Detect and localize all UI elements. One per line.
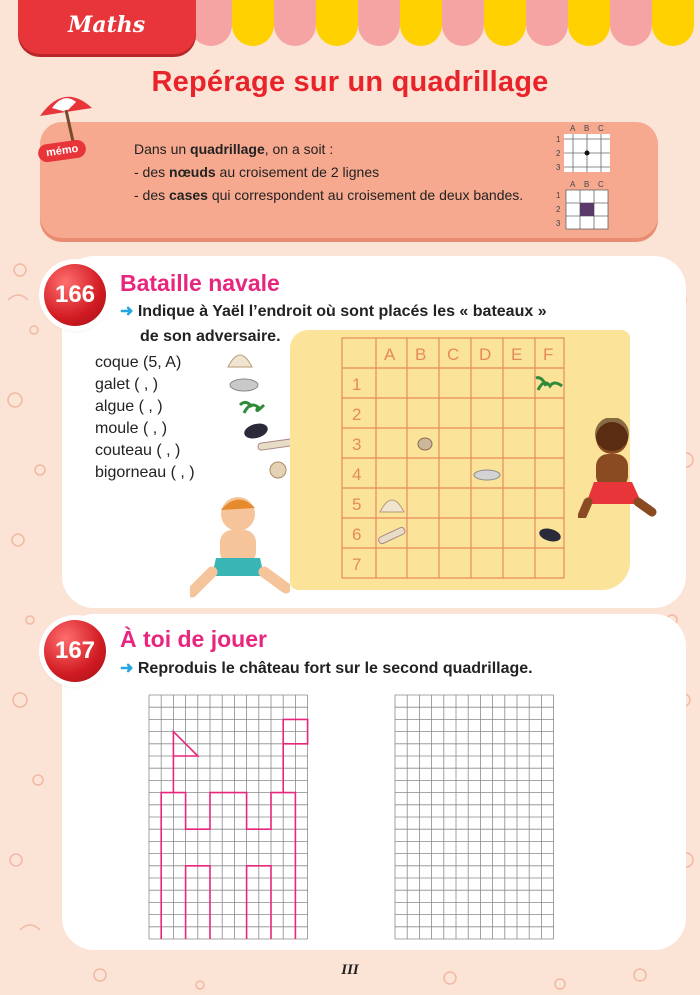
- seaweed-icon: [536, 378, 562, 390]
- mini-col-label: C: [598, 124, 604, 133]
- item-moule: moule ( , ): [95, 420, 168, 437]
- grid-row-label: 7: [352, 555, 362, 574]
- exercise-title: Bataille navale: [120, 270, 280, 296]
- mussel-icon: [538, 526, 562, 543]
- item-algue: algue ( , ): [95, 398, 163, 415]
- node-marker: [585, 151, 590, 156]
- mini-col-label: A: [570, 124, 576, 133]
- mussel-icon: [243, 421, 270, 441]
- mini-col-label: A: [570, 180, 576, 189]
- exercise-title: À toi de jouer: [120, 626, 267, 652]
- grid-col-label: D: [479, 345, 492, 364]
- exercise-number: 167: [44, 620, 106, 682]
- mini-col-label: B: [584, 180, 590, 189]
- periwinkle-icon: [418, 438, 432, 450]
- battleship-grid: [340, 336, 570, 586]
- grid-col-label: C: [447, 345, 460, 364]
- item-galet: galet ( , ): [95, 376, 159, 393]
- grid-col-label: B: [415, 345, 427, 364]
- page-title: Repérage sur un quadrillage: [151, 66, 549, 98]
- boy-illustration: [190, 492, 290, 602]
- mini-row-label: 2: [556, 149, 561, 158]
- grid-row-label: 2: [352, 405, 362, 424]
- mini-row-label: 3: [556, 219, 561, 228]
- grid-row-label: 5: [352, 495, 362, 514]
- parasol-icon: [36, 88, 96, 148]
- subject-tab: [18, 0, 196, 54]
- exercise-instruction: ➜ Reproduis le château fort sur le second quadrillage.: [120, 660, 533, 677]
- razor-clam-icon: [258, 439, 295, 451]
- grid-col-label: E: [511, 345, 523, 364]
- razor-clam-icon: [378, 526, 406, 544]
- item-bigorneau: bigorneau ( , ): [95, 464, 195, 481]
- seaweed-icon: [240, 402, 264, 413]
- item-couteau: couteau ( , ): [95, 442, 181, 459]
- mini-col-label: B: [584, 124, 590, 133]
- periwinkle-icon: [270, 462, 286, 478]
- item-coque: coque (5, A): [95, 354, 182, 371]
- mini-grid-nodes: [554, 122, 616, 174]
- grid-col-label: F: [543, 345, 554, 364]
- shell-icon: [380, 500, 404, 512]
- pebble-icon: [474, 470, 500, 480]
- castle-grid-blank[interactable]: [394, 694, 556, 942]
- grid-col-label: A: [384, 345, 396, 364]
- grid-row-label: 6: [352, 525, 362, 544]
- exercise-number: 166: [44, 264, 106, 326]
- cell-marker: [580, 203, 594, 216]
- grid-row-label: 3: [352, 435, 362, 454]
- pebble-icon: [230, 379, 258, 391]
- mini-grid-cells: [554, 178, 616, 230]
- mini-row-label: 3: [556, 163, 561, 172]
- shell-icon: [228, 355, 252, 367]
- memo-text: Dans un quadrillage, on a soit : - des nœuds au croisement de 2 lignes - des cases qui correspondent au croisement de deux bandes.: [134, 141, 524, 203]
- grid-row-label: 1: [352, 375, 362, 394]
- memo-tag: mémo: [37, 139, 87, 164]
- girl-illustration: [578, 418, 658, 518]
- mini-col-label: C: [598, 180, 604, 189]
- exercise-instruction: ➜ Indique à Yaël l’endroit où sont placés les « bateaux » de son adversaire.: [120, 303, 547, 345]
- mini-row-label: 1: [556, 135, 561, 144]
- arrow-icon: ➜: [120, 303, 134, 320]
- mini-row-label: 1: [556, 191, 561, 200]
- arrow-icon: ➜: [120, 660, 134, 677]
- castle-grid-model: [148, 694, 310, 942]
- grid-row-label: 4: [352, 465, 362, 484]
- mini-row-label: 2: [556, 205, 561, 214]
- page-number: III: [341, 962, 359, 978]
- item-list: [95, 352, 195, 484]
- subject-label: Maths: [68, 12, 146, 38]
